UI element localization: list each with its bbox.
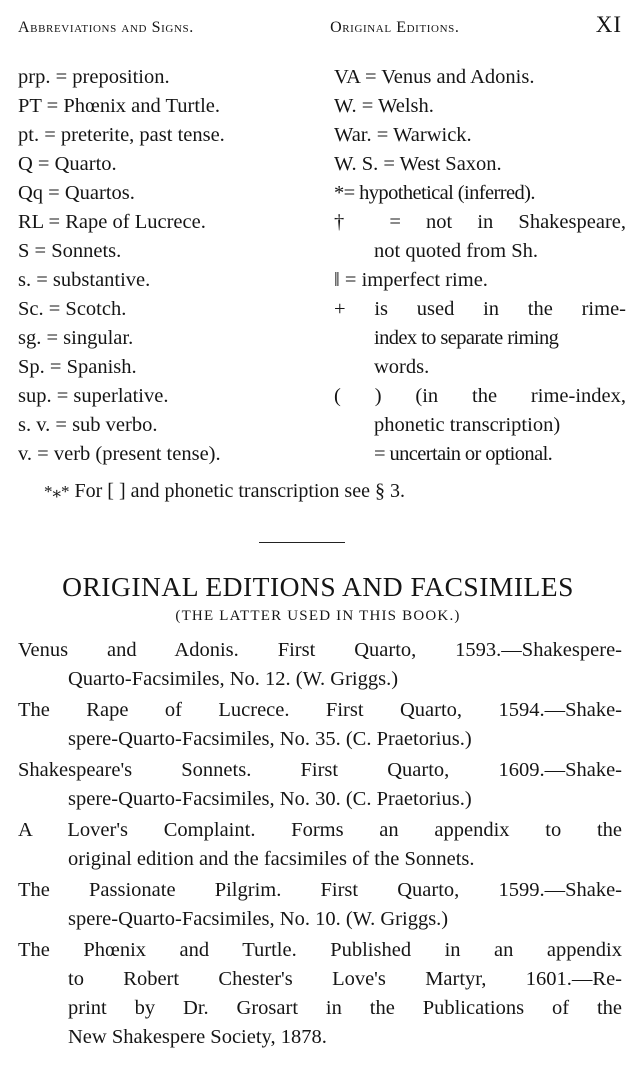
footnote-line — [44, 480, 405, 503]
abbreviation-entry: Q = Quarto. — [18, 153, 117, 175]
abbreviation-entry: W. = Welsh. — [334, 95, 434, 117]
edition-line: A Lover's Complaint. Forms an appendix to the — [18, 819, 622, 841]
abbreviation-entry-continuation: index to separate riming — [374, 327, 559, 349]
edition-entry — [18, 756, 622, 814]
edition-line: The Phœnix and Turtle. Published in an appendix — [18, 939, 622, 961]
page-number: XI — [595, 12, 622, 37]
running-head-left: Abbreviations and Signs. — [18, 19, 194, 36]
edition-line: spere-Quarto-Facsimiles, No. 10. (W. Griggs.) — [68, 908, 449, 930]
abbreviation-entry: prp. = preposition. — [18, 66, 170, 88]
edition-line: Shakespeare's Sonnets. First Quarto, 1609.—Shake- — [18, 759, 622, 781]
abbreviation-entry: ǁ = imperfect rime. — [334, 269, 488, 291]
edition-entry — [18, 696, 622, 754]
edition-line: print by Dr. Grosart in the Publications of the — [68, 997, 622, 1019]
abbreviation-entry: W. S. = West Saxon. — [334, 153, 502, 175]
edition-entry — [18, 876, 622, 934]
abbreviation-entry: + is used in the rime- — [334, 298, 626, 320]
abbreviation-entry: s. v. = sub verbo. — [18, 414, 158, 436]
running-head-center: Original Editions. — [330, 19, 460, 36]
edition-entry — [18, 936, 622, 1052]
edition-line: original edition and the facsimiles of the Sonnets. — [68, 848, 475, 870]
abbreviation-entry: sg. = singular. — [18, 327, 134, 349]
edition-line: spere-Quarto-Facsimiles, No. 30. (C. Praetorius.) — [68, 788, 472, 810]
edition-line: Quarto-Facsimiles, No. 12. (W. Griggs.) — [68, 668, 399, 690]
edition-line: spere-Quarto-Facsimiles, No. 35. (C. Praetorius.) — [68, 728, 472, 750]
footnote-text: For [ ] and phonetic transcription see § 3. — [74, 480, 405, 502]
abbreviation-entry-continuation: = uncertain or optional. — [374, 443, 553, 465]
abbreviation-entry: v. = verb (present tense). — [18, 443, 221, 465]
abbreviation-entry: Sc. = Scotch. — [18, 298, 127, 320]
abbreviation-entry: PT = Phœnix and Turtle. — [18, 95, 220, 117]
edition-line: New Shakespere Society, 1878. — [68, 1026, 327, 1048]
abbreviation-entry: *= hypothetical (inferred). — [334, 182, 535, 204]
abbreviation-entry-continuation: not quoted from Sh. — [374, 240, 538, 262]
abbreviation-entry: ( ) (in the rime-index, — [334, 385, 626, 407]
edition-entry — [18, 816, 622, 874]
abbreviation-entry: sup. = superlative. — [18, 385, 169, 407]
edition-line: The Rape of Lucrece. First Quarto, 1594.—Shake- — [18, 699, 622, 721]
abbreviation-entry-continuation: phonetic transcription) — [374, 414, 561, 436]
running-head — [18, 12, 622, 46]
edition-entry — [18, 636, 622, 694]
abbreviation-entry: Qq = Quartos. — [18, 182, 135, 204]
abbreviation-entry: RL = Rape of Lucrece. — [18, 211, 206, 233]
abbreviation-entry: s. = substantive. — [18, 269, 151, 291]
abbreviation-entry: VA = Venus and Adonis. — [334, 66, 535, 88]
abbreviation-entry-continuation: words. — [374, 356, 430, 378]
abbreviation-entry: † = not in Shakespeare, — [334, 211, 626, 233]
edition-line: The Passionate Pilgrim. First Quarto, 1599.—Shake- — [18, 879, 622, 901]
abbreviations-table — [18, 63, 626, 469]
edition-line: to Robert Chester's Love's Martyr, 1601.—Re- — [68, 968, 622, 990]
abbreviation-entry: S = Sonnets. — [18, 240, 122, 262]
section-divider — [259, 542, 345, 543]
asterism-marker: *⁎* — [44, 482, 70, 501]
abbreviation-entry: Sp. = Spanish. — [18, 356, 137, 378]
section-title: ORIGINAL EDITIONS AND FACSIMILES — [62, 571, 574, 602]
abbreviation-entry: War. = Warwick. — [334, 124, 472, 146]
abbreviations-left-column — [18, 63, 225, 469]
section-subtitle: (THE LATTER USED IN THIS BOOK.) — [175, 608, 461, 624]
abbreviation-entry: pt. = preterite, past tense. — [18, 124, 225, 146]
editions-list — [18, 636, 622, 1054]
abbreviations-right-column — [334, 63, 626, 469]
edition-line: Venus and Adonis. First Quarto, 1593.—Shakespere- — [18, 639, 622, 661]
